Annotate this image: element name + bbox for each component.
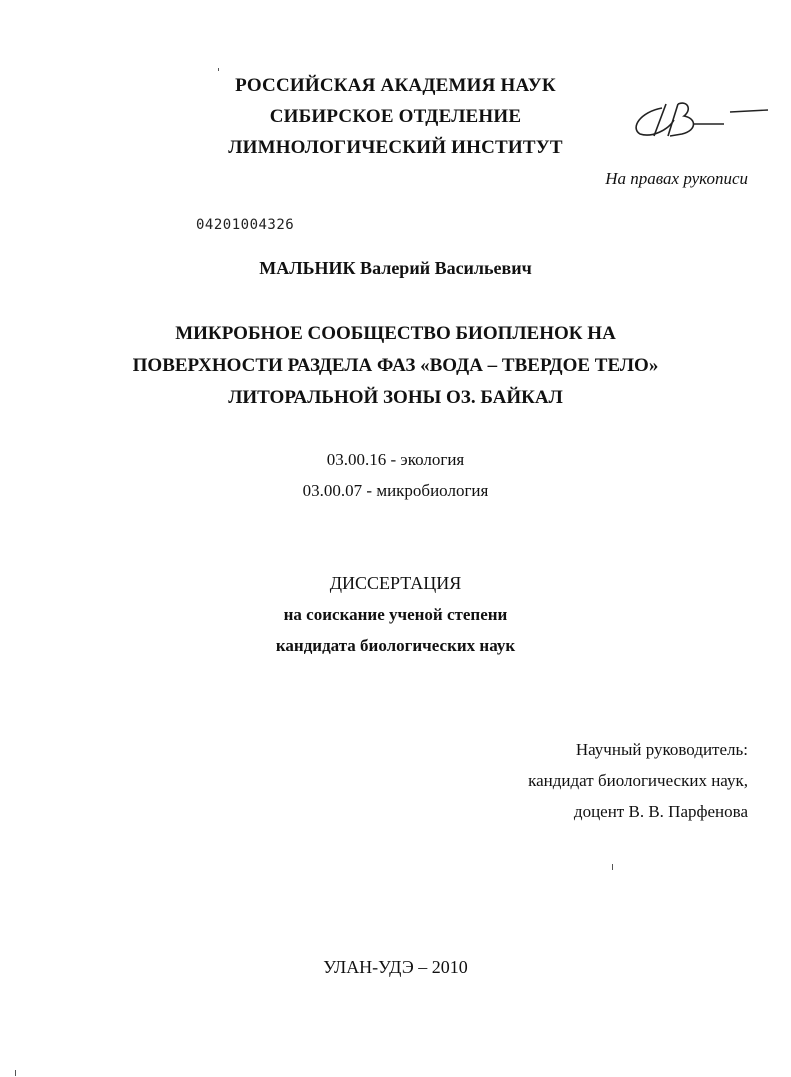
institution-line-2: СИБИРСКОЕ ОТДЕЛЕНИЕ xyxy=(269,106,522,127)
scan-speck xyxy=(218,68,219,71)
institution-line-1: РОССИЙСКАЯ АКАДЕМИЯ НАУК xyxy=(235,75,556,96)
archive-stamp-number: 04201004326 xyxy=(196,217,295,233)
title-line-2: ПОВЕРХНОСТИ РАЗДЕЛА ФАЗ «ВОДА – ТВЕРДОЕ ТЕЛО» xyxy=(132,355,659,376)
author-name: МАЛЬНИК Валерий Васильевич xyxy=(259,258,532,278)
institution-line-3: ЛИМНОЛОГИЧЕСКИЙ ИНСТИТУТ xyxy=(228,137,563,158)
dissertation-degree-line-2: кандидата биологических наук xyxy=(275,636,516,655)
specialty-ecology: 03.00.16 - экология xyxy=(326,450,465,469)
dissertation-degree-line-1: на соискание ученой степени xyxy=(283,605,508,624)
manuscript-note: На правах рукописи xyxy=(605,169,748,188)
supervisor-degree: кандидат биологических наук, xyxy=(528,771,748,790)
title-line-1: МИКРОБНОЕ СООБЩЕСТВО БИОПЛЕНОК НА xyxy=(175,323,616,344)
supervisor-label: Научный руководитель: xyxy=(575,740,748,759)
scan-speck xyxy=(612,864,613,870)
title-line-3: ЛИТОРАЛЬНОЙ ЗОНЫ ОЗ. БАЙКАЛ xyxy=(228,387,563,408)
city-year: УЛАН-УДЭ – 2010 xyxy=(323,957,468,977)
dissertation-heading: ДИССЕРТАЦИЯ xyxy=(329,573,462,593)
handwritten-signature xyxy=(622,90,772,150)
specialty-microbiology: 03.00.07 - микробиология xyxy=(302,481,489,500)
supervisor-name: доцент В. В. Парфенова xyxy=(573,802,748,821)
scan-speck xyxy=(15,1070,16,1076)
